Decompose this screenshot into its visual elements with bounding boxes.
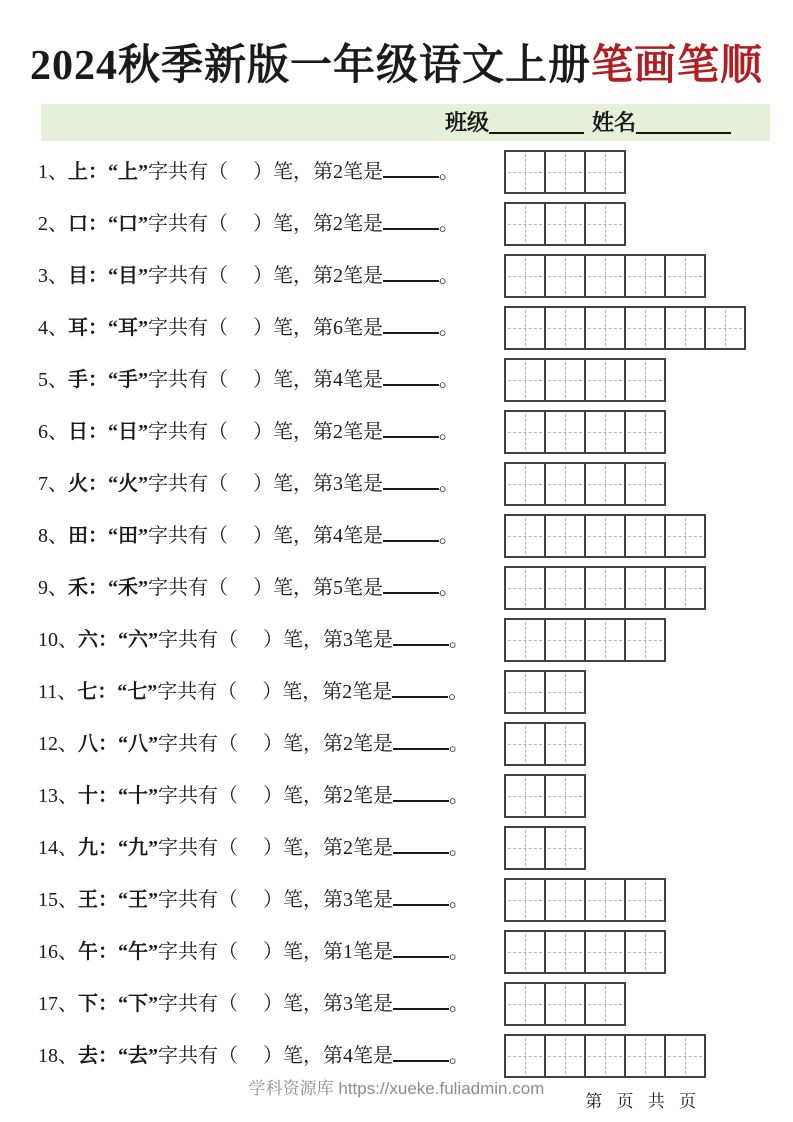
question-period: 。: [439, 213, 459, 235]
tianzige-cell[interactable]: [624, 878, 666, 922]
tianzige-cell[interactable]: [584, 1034, 626, 1078]
answer-blank[interactable]: [392, 682, 448, 698]
question-period: 。: [439, 369, 459, 391]
question-period: 。: [439, 525, 459, 547]
tianzige-cell[interactable]: [544, 358, 586, 402]
stroke-number: 1: [343, 941, 353, 963]
answer-blank[interactable]: [393, 734, 449, 750]
stroke-number: 3: [333, 473, 343, 495]
name-blank-line[interactable]: [636, 112, 731, 134]
answer-blank[interactable]: [393, 1046, 449, 1062]
question-character: 七：: [77, 681, 118, 703]
page-number-label: 第 页 共 页: [585, 1092, 701, 1111]
answer-blank[interactable]: [383, 526, 439, 542]
question-text: [38, 682, 468, 702]
question-text-middle: 字共有（ ）笔，第: [158, 1045, 343, 1067]
tianzige-cell[interactable]: [624, 618, 666, 662]
question-text-middle: 字共有（ ）笔，第: [148, 265, 333, 287]
question-period: 。: [439, 265, 459, 287]
question-text-tail: 笔是: [343, 525, 383, 547]
question-character-quoted: “手”: [108, 369, 148, 391]
question-character: 手：: [68, 369, 108, 391]
question-period: 。: [439, 317, 459, 339]
tianzige-cell[interactable]: [664, 514, 706, 558]
tianzige-cell[interactable]: [624, 930, 666, 974]
question-period: 。: [449, 993, 469, 1015]
answer-blank[interactable]: [393, 994, 449, 1010]
answer-blank[interactable]: [393, 838, 449, 854]
tianzige-cell[interactable]: [584, 982, 626, 1026]
tianzige-cell[interactable]: [544, 306, 586, 350]
tianzige-cell[interactable]: [584, 254, 626, 298]
stroke-number: 2: [343, 785, 353, 807]
writing-grid[interactable]: [504, 930, 666, 974]
tianzige-cell[interactable]: [624, 410, 666, 454]
question-character-quoted: “十”: [118, 785, 158, 807]
writing-grid[interactable]: [504, 150, 626, 194]
question-text-middle: 字共有（ ）笔，第: [148, 213, 333, 235]
tianzige-cell[interactable]: [504, 930, 546, 974]
tianzige-cell[interactable]: [544, 514, 586, 558]
question-number: 13、: [38, 785, 78, 807]
tianzige-cell[interactable]: [504, 306, 546, 350]
question-number: 4、: [38, 317, 68, 339]
question-period: 。: [448, 681, 469, 703]
tianzige-cell[interactable]: [544, 722, 586, 766]
question-character: 六：: [78, 629, 118, 651]
writing-grid[interactable]: [504, 410, 666, 454]
writing-grid[interactable]: [504, 774, 586, 818]
stroke-number: 3: [343, 629, 353, 651]
answer-blank[interactable]: [383, 266, 439, 282]
stroke-number: 2: [342, 681, 353, 703]
stroke-number: 4: [343, 1045, 353, 1067]
writing-grid[interactable]: [504, 722, 586, 766]
name-label: 姓名: [592, 109, 637, 135]
question-text: [38, 526, 459, 546]
tianzige-cell[interactable]: [584, 150, 626, 194]
writing-grid[interactable]: [504, 202, 626, 246]
answer-blank[interactable]: [383, 370, 439, 386]
question-text: [38, 162, 459, 182]
question-text: [38, 214, 459, 234]
writing-grid[interactable]: [504, 878, 666, 922]
question-text: [38, 1046, 469, 1066]
stroke-number: 3: [343, 993, 353, 1015]
tianzige-cell[interactable]: [544, 982, 586, 1026]
tianzige-cell[interactable]: [504, 878, 546, 922]
tianzige-cell[interactable]: [544, 774, 586, 818]
question-row: [0, 666, 793, 718]
question-text: [38, 266, 459, 286]
question-text-middle: 字共有（ ）笔，第: [157, 681, 343, 703]
question-number: 18、: [38, 1045, 78, 1067]
question-text: [38, 630, 469, 650]
question-text-tail: 笔是: [352, 681, 393, 703]
tianzige-cell[interactable]: [664, 566, 706, 610]
tianzige-cell[interactable]: [584, 358, 626, 402]
question-text: [38, 942, 469, 962]
question-text-tail: 笔是: [343, 577, 383, 599]
question-period: 。: [449, 837, 469, 859]
title-accent: 笔画笔顺: [591, 43, 764, 89]
tianzige-cell[interactable]: [624, 566, 666, 610]
tianzige-cell[interactable]: [544, 462, 586, 506]
question-row: [0, 614, 793, 666]
page-title: [0, 42, 793, 90]
question-text: [38, 994, 469, 1014]
writing-grid[interactable]: [504, 826, 586, 870]
writing-grid[interactable]: [504, 306, 746, 350]
tianzige-cell[interactable]: [544, 410, 586, 454]
question-number: 5、: [38, 369, 68, 391]
question-row: [0, 406, 793, 458]
question-text-tail: 笔是: [353, 889, 393, 911]
answer-blank[interactable]: [383, 162, 439, 178]
question-text-middle: 字共有（ ）笔，第: [148, 161, 333, 183]
stroke-number: 2: [333, 265, 343, 287]
tianzige-cell[interactable]: [504, 358, 546, 402]
question-text-tail: 笔是: [353, 629, 393, 651]
tianzige-cell[interactable]: [544, 150, 586, 194]
question-text-tail: 笔是: [343, 213, 383, 235]
writing-grid[interactable]: [504, 566, 706, 610]
question-row: [0, 354, 793, 406]
question-text-tail: 笔是: [353, 941, 393, 963]
question-character: 去：: [78, 1045, 118, 1067]
question-character-quoted: “田”: [108, 525, 148, 547]
question-character: 八：: [78, 733, 118, 755]
answer-blank[interactable]: [383, 422, 439, 438]
question-character-quoted: “去”: [118, 1045, 158, 1067]
question-text-middle: 字共有（ ）笔，第: [148, 525, 333, 547]
question-text-tail: 笔是: [343, 317, 383, 339]
stroke-number: 4: [333, 525, 343, 547]
stroke-number: 2: [333, 421, 343, 443]
tianzige-cell[interactable]: [544, 826, 586, 870]
question-text-middle: 字共有（ ）笔，第: [158, 629, 343, 651]
question-row: [0, 978, 793, 1030]
question-character-quoted: “八”: [118, 733, 158, 755]
question-number: 15、: [38, 889, 78, 911]
tianzige-cell[interactable]: [624, 1034, 666, 1078]
question-text: [38, 838, 469, 858]
tianzige-cell[interactable]: [664, 254, 706, 298]
writing-grid[interactable]: [504, 358, 666, 402]
question-text-middle: 字共有（ ）笔，第: [148, 317, 333, 339]
tianzige-cell[interactable]: [584, 930, 626, 974]
question-character: 耳：: [68, 317, 108, 339]
tianzige-cell[interactable]: [504, 618, 546, 662]
question-number: 8、: [38, 525, 68, 547]
question-text-tail: 笔是: [343, 369, 383, 391]
stroke-number: 2: [333, 161, 343, 183]
question-number: 11、: [38, 681, 78, 703]
question-row: [0, 562, 793, 614]
question-character: 火：: [68, 473, 108, 495]
question-row: [0, 718, 793, 770]
class-name-banner: [41, 104, 770, 141]
stroke-number: 2: [343, 733, 353, 755]
writing-grid[interactable]: [504, 462, 666, 506]
question-text-middle: 字共有（ ）笔，第: [158, 733, 343, 755]
tianzige-cell[interactable]: [624, 514, 666, 558]
question-number: 16、: [38, 941, 78, 963]
question-character-quoted: “九”: [118, 837, 158, 859]
question-row: [0, 146, 793, 198]
question-row: [0, 510, 793, 562]
title-main: 2024秋季新版一年级语文上册: [29, 43, 591, 89]
question-number: 7、: [38, 473, 68, 495]
question-text-middle: 字共有（ ）笔，第: [158, 993, 343, 1015]
writing-grid[interactable]: [504, 618, 666, 662]
question-character: 九：: [78, 837, 118, 859]
question-character-quoted: “火”: [108, 473, 148, 495]
question-character-quoted: “目”: [108, 265, 148, 287]
question-period: 。: [449, 889, 469, 911]
stroke-number: 4: [333, 369, 343, 391]
tianzige-cell[interactable]: [544, 930, 586, 974]
tianzige-cell[interactable]: [584, 566, 626, 610]
question-character-quoted: “下”: [118, 993, 158, 1015]
question-list: [0, 146, 793, 1082]
tianzige-cell[interactable]: [624, 254, 666, 298]
question-character-quoted: “午”: [118, 941, 158, 963]
question-character: 十：: [78, 785, 118, 807]
question-text: [38, 370, 459, 390]
question-row: [0, 458, 793, 510]
question-character: 午：: [78, 941, 118, 963]
question-row: [0, 874, 793, 926]
question-number: 6、: [38, 421, 68, 443]
tianzige-cell[interactable]: [704, 306, 746, 350]
question-character-quoted: “禾”: [108, 577, 148, 599]
question-character-quoted: “口”: [108, 213, 148, 235]
question-character: 上：: [68, 161, 108, 183]
writing-grid[interactable]: [504, 670, 586, 714]
answer-blank[interactable]: [393, 786, 449, 802]
question-text-tail: 笔是: [343, 473, 383, 495]
question-text-tail: 笔是: [343, 265, 383, 287]
tianzige-cell[interactable]: [504, 514, 546, 558]
question-character: 口：: [68, 213, 108, 235]
tianzige-cell[interactable]: [504, 410, 546, 454]
question-row: [0, 926, 793, 978]
question-character: 日：: [68, 421, 108, 443]
question-text-tail: 笔是: [353, 837, 393, 859]
answer-blank[interactable]: [383, 474, 439, 490]
question-text: [38, 422, 459, 442]
tianzige-cell[interactable]: [584, 410, 626, 454]
stroke-number: 3: [343, 889, 353, 911]
tianzige-cell[interactable]: [504, 462, 546, 506]
question-period: 。: [449, 629, 469, 651]
question-text-middle: 字共有（ ）笔，第: [158, 785, 343, 807]
question-text-tail: 笔是: [343, 161, 383, 183]
question-row: [0, 250, 793, 302]
question-text-tail: 笔是: [353, 733, 393, 755]
question-character: 目：: [68, 265, 108, 287]
tianzige-cell[interactable]: [504, 566, 546, 610]
question-text-tail: 笔是: [353, 1045, 393, 1067]
question-character-quoted: “日”: [108, 421, 148, 443]
question-number: 9、: [38, 577, 68, 599]
question-period: 。: [439, 161, 459, 183]
question-character: 田：: [68, 525, 108, 547]
tianzige-cell[interactable]: [504, 774, 546, 818]
question-period: 。: [439, 577, 459, 599]
question-character: 禾：: [68, 577, 108, 599]
answer-blank[interactable]: [383, 578, 439, 594]
stroke-number: 2: [333, 213, 343, 235]
answer-blank[interactable]: [393, 630, 449, 646]
tianzige-cell[interactable]: [624, 306, 666, 350]
class-label: 班级: [445, 109, 490, 135]
question-number: 17、: [38, 993, 78, 1015]
question-character-quoted: “六”: [118, 629, 158, 651]
question-text-tail: 笔是: [353, 993, 393, 1015]
stroke-number: 6: [333, 317, 343, 339]
tianzige-cell[interactable]: [504, 826, 546, 870]
tianzige-cell[interactable]: [664, 1034, 706, 1078]
question-row: [0, 198, 793, 250]
tianzige-cell[interactable]: [584, 514, 626, 558]
question-text-middle: 字共有（ ）笔，第: [158, 941, 343, 963]
question-text-tail: 笔是: [343, 421, 383, 443]
question-text-tail: 笔是: [353, 785, 393, 807]
question-character: 下：: [78, 993, 118, 1015]
answer-blank[interactable]: [393, 890, 449, 906]
answer-blank[interactable]: [383, 318, 439, 334]
writing-grid[interactable]: [504, 982, 626, 1026]
tianzige-cell[interactable]: [504, 982, 546, 1026]
footer-source: 学科资源库 https://xueke.fuliadmin.com: [248, 1079, 545, 1098]
stroke-number: 5: [333, 577, 343, 599]
tianzige-cell[interactable]: [584, 618, 626, 662]
tianzige-cell[interactable]: [504, 254, 546, 298]
question-number: 14、: [38, 837, 78, 859]
question-character-quoted: “七”: [117, 681, 158, 703]
tianzige-cell[interactable]: [504, 722, 546, 766]
tianzige-cell[interactable]: [544, 202, 586, 246]
tianzige-cell[interactable]: [544, 618, 586, 662]
question-period: 。: [439, 473, 459, 495]
tianzige-cell[interactable]: [624, 462, 666, 506]
question-text: [38, 318, 459, 338]
question-number: 12、: [38, 733, 78, 755]
tianzige-cell[interactable]: [544, 670, 586, 714]
question-period: 。: [449, 785, 469, 807]
question-text: [38, 474, 459, 494]
question-number: 10、: [38, 629, 78, 651]
writing-grid[interactable]: [504, 254, 706, 298]
tianzige-cell[interactable]: [584, 202, 626, 246]
question-period: 。: [449, 1045, 469, 1067]
question-text-middle: 字共有（ ）笔，第: [148, 473, 333, 495]
question-character-quoted: “王”: [118, 889, 158, 911]
question-text: [38, 734, 469, 754]
tianzige-cell[interactable]: [584, 878, 626, 922]
writing-grid[interactable]: [504, 1034, 706, 1078]
question-character-quoted: “耳”: [108, 317, 148, 339]
answer-blank[interactable]: [383, 214, 439, 230]
tianzige-cell[interactable]: [544, 254, 586, 298]
question-text-middle: 字共有（ ）笔，第: [148, 369, 333, 391]
question-text: [38, 890, 469, 910]
tianzige-cell[interactable]: [664, 306, 706, 350]
question-number: 1、: [38, 161, 68, 183]
question-number: 3、: [38, 265, 68, 287]
tianzige-cell[interactable]: [544, 566, 586, 610]
answer-blank[interactable]: [393, 942, 449, 958]
tianzige-cell[interactable]: [504, 150, 546, 194]
tianzige-cell[interactable]: [584, 462, 626, 506]
stroke-number: 2: [343, 837, 353, 859]
question-character: 王：: [78, 889, 118, 911]
question-period: 。: [449, 733, 469, 755]
question-number: 2、: [38, 213, 68, 235]
question-text: [38, 786, 469, 806]
question-row: [0, 822, 793, 874]
tianzige-cell[interactable]: [584, 306, 626, 350]
question-period: 。: [449, 941, 469, 963]
tianzige-cell[interactable]: [544, 1034, 586, 1078]
question-text-middle: 字共有（ ）笔，第: [158, 889, 343, 911]
question-period: 。: [439, 421, 459, 443]
question-text-middle: 字共有（ ）笔，第: [148, 577, 333, 599]
tianzige-cell[interactable]: [544, 878, 586, 922]
question-text: [38, 578, 459, 598]
tianzige-cell[interactable]: [504, 202, 546, 246]
question-row: [0, 302, 793, 354]
writing-grid[interactable]: [504, 514, 706, 558]
tianzige-cell[interactable]: [624, 358, 666, 402]
question-row: [0, 770, 793, 822]
tianzige-cell[interactable]: [504, 1034, 546, 1078]
question-character-quoted: “上”: [108, 161, 148, 183]
question-text-middle: 字共有（ ）笔，第: [158, 837, 343, 859]
tianzige-cell[interactable]: [504, 670, 546, 714]
question-text-middle: 字共有（ ）笔，第: [148, 421, 333, 443]
class-blank-line[interactable]: [489, 112, 584, 134]
